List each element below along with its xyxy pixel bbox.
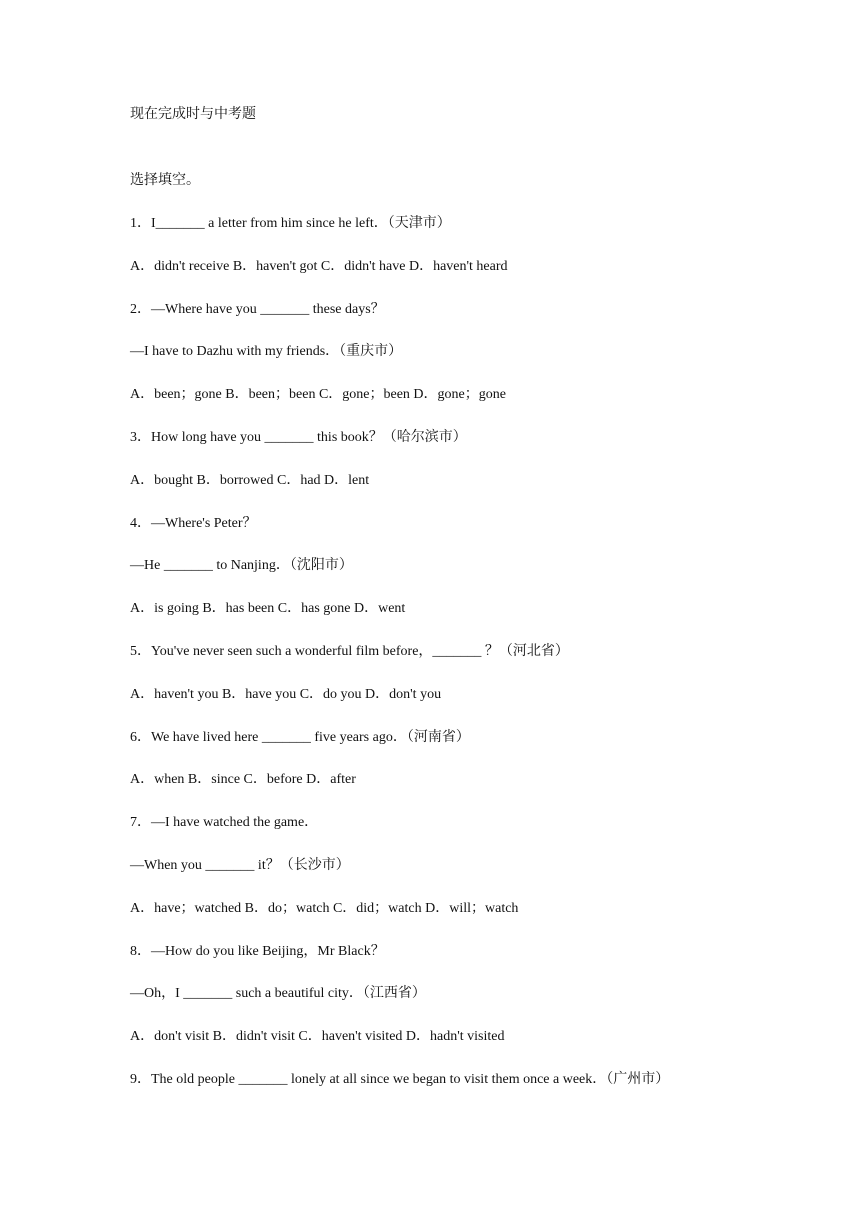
question-1-stem: 1．I_______ a letter from him since he left．（天津市） bbox=[130, 216, 451, 231]
question-8-stem: 8．—How do you like Beijing，Mr Black？ bbox=[130, 943, 385, 959]
question-6-stem: 6．We have lived here _______ five years ago．（河南省） bbox=[130, 729, 470, 745]
question-8-reply: —Oh，I _______ such a beautiful city．（江西省） bbox=[130, 986, 426, 1002]
question-3-options: A．bought B．borrowed C．had D．lent bbox=[130, 472, 370, 488]
section-title: 选择填空。 bbox=[130, 173, 200, 188]
question-4-reply: —He _______ to Nanjing．（沈阳市） bbox=[130, 558, 353, 574]
question-1-options: A．didn't receive B．haven't got C．didn't have D．haven't heard bbox=[130, 258, 508, 274]
question-2-stem: 2．—Where have you _______ these days？ bbox=[130, 301, 385, 317]
question-7-stem: 7．—I have watched the game． bbox=[130, 815, 319, 831]
question-7-reply: —When you _______ it？（长沙市） bbox=[130, 857, 350, 873]
question-2-reply: —I have to Dazhu with my friends．（重庆市） bbox=[130, 344, 403, 360]
question-list bbox=[130, 214, 770, 1113]
question-7-options: A．have；watched B．do；watch C．did；watch D．will；watch bbox=[130, 900, 519, 916]
question-9-stem: 9．The old people _______ lonely at all since we began to visit them once a week．（广州市） bbox=[130, 1071, 670, 1087]
document-title: 现在完成时与中考题 bbox=[130, 107, 256, 122]
question-8-options: A．don't visit B．didn't visit C．haven't visited D．hadn't visited bbox=[130, 1029, 505, 1045]
question-4-stem: 4．—Where's Peter？ bbox=[130, 515, 257, 531]
question-2-options: A．been；gone B．been；been C．gone；been D．gone；gone bbox=[130, 387, 506, 403]
question-5-stem: 5．You've never seen such a wonderful film before，_______ ？（河北省） bbox=[130, 643, 569, 659]
question-6-options: A．when B．since C．before D．after bbox=[130, 772, 356, 788]
question-3-stem: 3．How long have you _______ this book？（哈尔滨市） bbox=[130, 429, 467, 445]
question-4-options: A．is going B．has been C．has gone D．went bbox=[130, 601, 406, 617]
question-5-options: A．haven't you B．have you C．do you D．don't you bbox=[130, 686, 442, 702]
